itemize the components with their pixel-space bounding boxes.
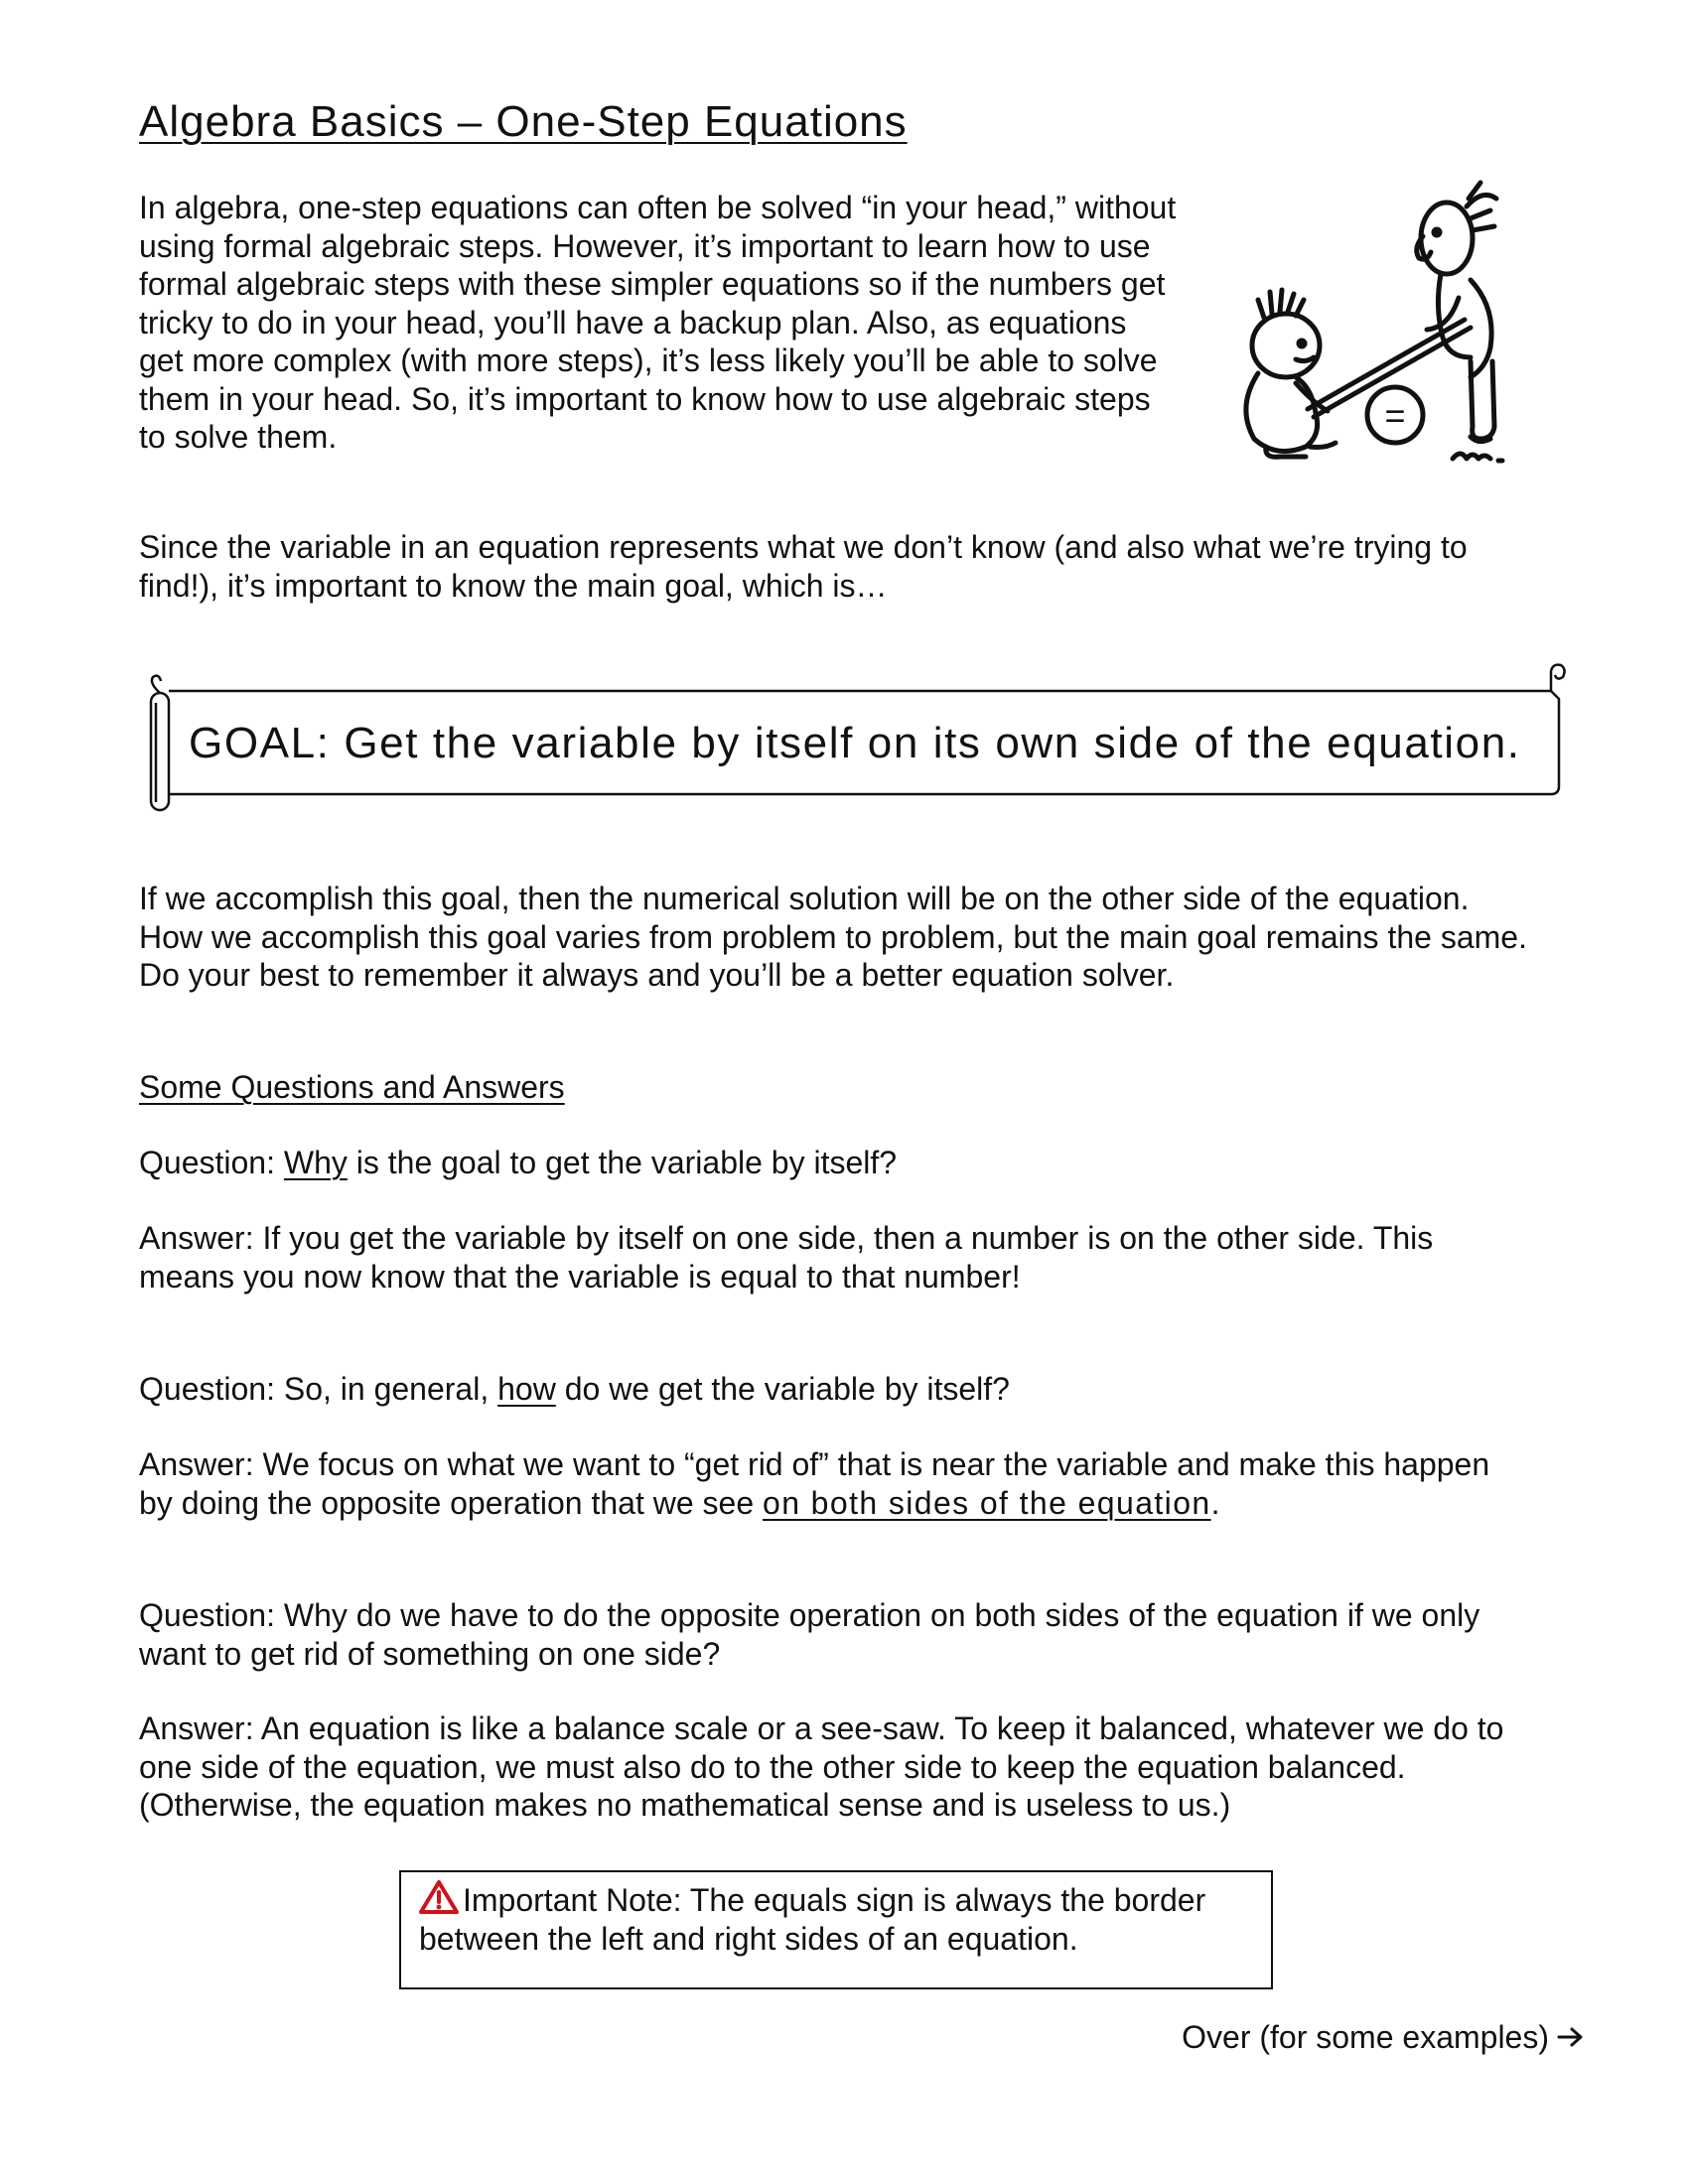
over-link[interactable] (1182, 2019, 1585, 2056)
note-line: between the left and right sides of an equation. (419, 1920, 1078, 1957)
equals-symbol: = (1384, 395, 1406, 436)
question-2 (139, 1370, 1010, 1409)
answer-suffix: . (1210, 1484, 1220, 1521)
question-prefix: Question: (139, 1145, 284, 1180)
intro-line: them in your head. So, it’s important to know how to use algebraic steps (139, 380, 1151, 417)
intro-line: get more complex (with more steps), it’s less likely you’ll be able to solve (139, 342, 1158, 378)
answer-line (139, 1484, 1489, 1523)
intro-line: formal algebraic steps with these simpler equations so if the numbers get (139, 266, 1166, 302)
question-1 (139, 1144, 897, 1182)
answer-3 (139, 1709, 1503, 1825)
intro-line: In algebra, one-step equations can often be solved “in your head,” without (139, 190, 1177, 225)
right-arrow-icon (1557, 2026, 1585, 2048)
question-emphasis: how (497, 1371, 556, 1407)
question-suffix: do we get the variable by itself? (555, 1371, 1010, 1407)
answer-line: Answer: We focus on what we want to “get rid of” that is near the variable and make this happen (139, 1446, 1490, 1482)
variable-paragraph (139, 528, 1468, 605)
note-text: Important Note: The equals sign is always the border (463, 1882, 1206, 1918)
question-line: want to get rid of something on one side? (139, 1635, 721, 1672)
answer-line: (Otherwise, the equation makes no mathematical sense and is useless to us.) (139, 1787, 1231, 1823)
answer-line: Answer: An equation is like a balance scale or a see-saw. To keep it balanced, whatever we do to (139, 1710, 1504, 1746)
intro-line: tricky to do in your head, you’ll have a backup plan. Also, as equations (139, 304, 1127, 341)
answer-prefix: by doing the opposite operation that we see (139, 1484, 763, 1521)
variable-line: find!), it’s important to know the main goal, which is… (139, 567, 888, 604)
important-note (419, 1880, 1205, 1958)
variable-line: Since the variable in an equation represents what we don’t know (and also what we’re trying to (139, 529, 1468, 565)
accomplish-line: If we accomplish this goal, then the numerical solution will be on the other side of the equation. (139, 881, 1470, 916)
answer-line: means you now know that the variable is equal to that number! (139, 1258, 1021, 1295)
answer-emphasis: on both sides of the equation (763, 1484, 1211, 1521)
question-emphasis: Why (283, 1145, 348, 1180)
accomplish-line: Do your best to remember it always and you’ll be a better equation solver. (139, 957, 1175, 993)
over-text: Over (for some examples) (1182, 2019, 1549, 2055)
note-line (419, 1880, 1205, 1920)
answer-2 (139, 1445, 1489, 1522)
answer-line: Answer: If you get the variable by itself on one side, then a number is on the other side. This (139, 1220, 1434, 1256)
accomplish-paragraph (139, 880, 1527, 995)
question-3 (139, 1596, 1479, 1673)
qa-heading: Some Questions and Answers (139, 1069, 565, 1105)
question-line: Question: Why do we have to do the opposite operation on both sides of the equation if we only (139, 1597, 1480, 1633)
question-prefix: Question: So, in general, (139, 1371, 498, 1407)
warning-icon (419, 1880, 459, 1914)
intro-line: to solve them. (139, 419, 338, 455)
answer-1 (139, 1219, 1433, 1296)
accomplish-line: How we accomplish this goal varies from problem to problem, but the main goal remains the same. (139, 918, 1527, 955)
page-title: Algebra Basics – One-Step Equations (139, 97, 908, 146)
answer-line: one side of the equation, we must also do to the other side to keep the equation balanced. (139, 1748, 1406, 1785)
question-suffix: is the goal to get the variable by itself? (347, 1145, 898, 1180)
intro-line: using formal algebraic steps. However, it’s important to learn how to use (139, 227, 1151, 264)
goal-statement: GOAL: Get the variable by itself on its own side of the equation. (189, 719, 1521, 767)
intro-paragraph (139, 189, 1176, 457)
